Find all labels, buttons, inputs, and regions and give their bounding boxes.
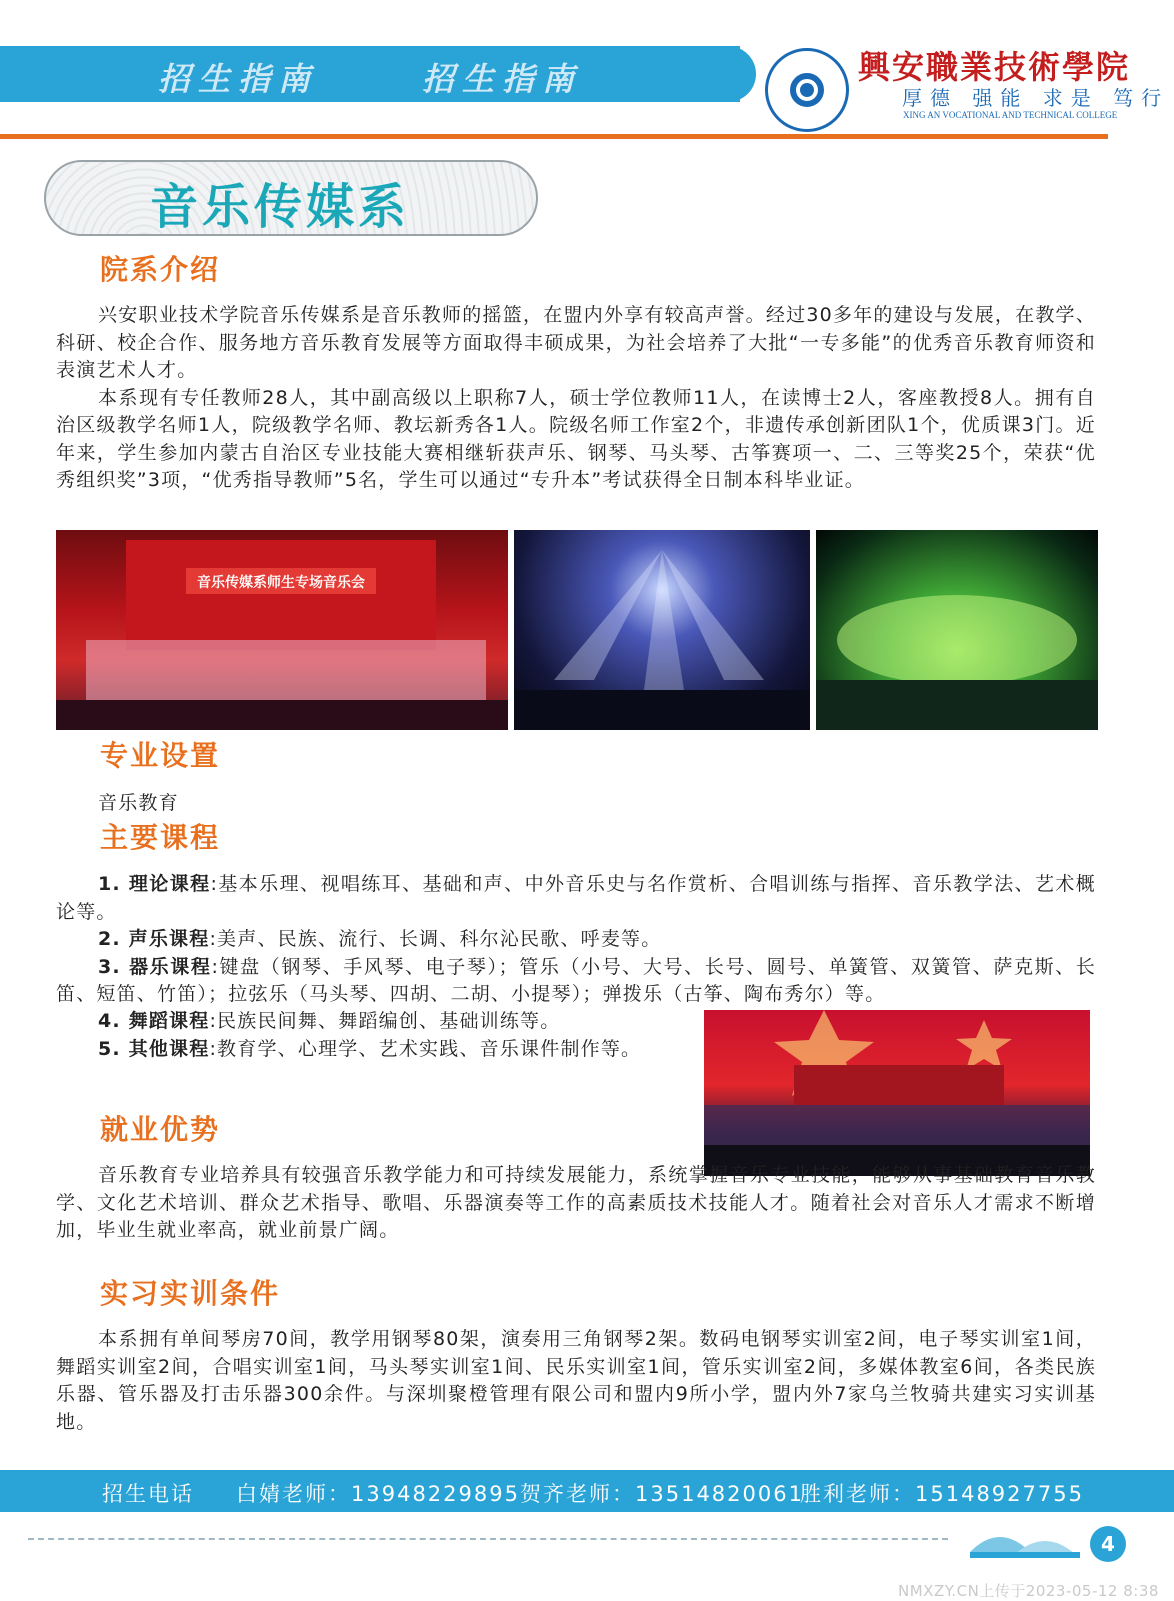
concert-group-photo bbox=[56, 530, 508, 730]
choir-performance-photo bbox=[704, 1010, 1090, 1176]
course-label: 3. 器乐课程 bbox=[98, 955, 212, 978]
header-banner-text-1: 招生指南 bbox=[158, 60, 319, 98]
course-text: :美声、民族、流行、长调、科尔沁民歌、呼麦等。 bbox=[209, 928, 662, 950]
training-text bbox=[56, 1326, 1096, 1436]
majors-heading: 专业设置 bbox=[100, 739, 221, 772]
intro-heading: 院系介绍 bbox=[100, 253, 221, 286]
college-name-cn: 興安職業技術學院 bbox=[858, 48, 1131, 86]
concert-banner-text: 音乐传媒系师生专场音乐会 bbox=[197, 575, 365, 591]
stage-lights-photo bbox=[514, 530, 810, 730]
stage-lights-illustration bbox=[514, 530, 810, 730]
choir-performance-illustration bbox=[704, 1010, 1090, 1176]
header-banner-text-2: 招生指南 bbox=[422, 60, 583, 98]
course-text: :键盘（钢琴、手风琴、电子琴）；管乐（小号、大号、长号、圆号、单簧管、双簧管、萨克斯、长笛、短笛、竹笛）；拉弦乐（马头琴、四胡、二胡、小提琴）；弹拨乐（古筝、陶布秀尔）等。 bbox=[56, 955, 1096, 1005]
employment-heading: 就业优势 bbox=[100, 1113, 221, 1146]
course-item bbox=[56, 954, 1096, 1009]
footer-contact: 白婧老师：13948229895 bbox=[236, 1482, 520, 1506]
employment-paragraph: 音乐教育专业培养具有较强音乐教学能力和可持续发展能力，系统掌握音乐专业技能，能够从事基础教育音乐教学、文化艺术培训、群众艺术指导、歌唱、乐器演奏等工作的高素质技术技能人才。随着社会对音乐人才需求不断增加，毕业生就业率高，就业前景广阔。 bbox=[56, 1164, 1096, 1241]
course-item bbox=[56, 1008, 696, 1036]
course-text: :基本乐理、视唱练耳、基础和声、中外音乐史与名作赏析、合唱训练与指挥、音乐教学法、艺术概论等。 bbox=[56, 873, 1096, 923]
header-divider bbox=[0, 134, 1108, 139]
course-item bbox=[56, 926, 1096, 954]
footer-contact: 胜利老师：15148927755 bbox=[800, 1482, 1084, 1506]
header-banner bbox=[0, 46, 740, 102]
course-label: 5. 其他课程 bbox=[98, 1037, 210, 1060]
college-motto: 厚德 强能 求是 笃行 bbox=[902, 86, 1170, 110]
college-name-en: XING AN VOCATIONAL AND TECHNICAL COLLEGE bbox=[903, 110, 1118, 120]
performers-row bbox=[86, 640, 486, 700]
course-text: :民族民间舞、舞蹈编创、基础训练等。 bbox=[209, 1010, 561, 1032]
courses-heading: 主要课程 bbox=[100, 821, 221, 854]
course-item bbox=[56, 1036, 696, 1064]
intro-paragraph-1: 兴安职业技术学院音乐传媒系是音乐教师的摇篮，在盟内外享有较高声誉。经过30多年的建设与发展，在教学、科研、校企合作、服务地方音乐教育发展等方面取得丰硕成果，为社会培养了大批“一专多能”的优秀音乐教育师资和表演艺术人才。 bbox=[56, 304, 1096, 381]
courses-list-continued bbox=[56, 1008, 696, 1063]
college-logo-dot bbox=[800, 83, 814, 97]
upload-watermark: NMXZY.CN上传于2023-05-12 8:38 bbox=[898, 1582, 1159, 1600]
training-heading: 实习实训条件 bbox=[100, 1277, 281, 1310]
concert-group-illustration bbox=[56, 530, 508, 730]
dance-performance-illustration bbox=[816, 530, 1098, 730]
course-label: 2. 声乐课程 bbox=[98, 928, 210, 950]
header-banner-cap bbox=[700, 46, 756, 102]
stage-backdrop bbox=[126, 540, 436, 650]
yurt-icon bbox=[960, 1508, 1090, 1562]
footer-contact: 贺齐老师：13514820061 bbox=[520, 1482, 804, 1506]
course-label: 1. 理论课程 bbox=[98, 873, 211, 895]
courses-list bbox=[56, 871, 1096, 1009]
footer-label: 招生电话 bbox=[102, 1482, 194, 1506]
dance-performance-photo bbox=[816, 530, 1098, 730]
course-label: 4. 舞蹈课程 bbox=[98, 1010, 210, 1032]
stage-floor bbox=[56, 700, 508, 730]
intro-text bbox=[56, 302, 1096, 495]
course-item bbox=[56, 871, 1096, 926]
page-number-badge: 4 bbox=[1090, 1526, 1126, 1562]
course-text: :教育学、心理学、艺术实践、音乐课件制作等。 bbox=[209, 1037, 642, 1060]
employment-text bbox=[56, 1162, 1096, 1245]
major-item: 音乐教育 bbox=[98, 792, 179, 814]
training-paragraph: 本系拥有单间琴房70间，教学用钢琴80架，演奏用三角钢琴2架。数码电钢琴实训室2间，电子琴实训室1间，舞蹈实训室2间，合唱实训室1间，马头琴实训室1间、民乐实训室1间，管乐实训室2间，多媒体教室6间，各类民族乐器、管乐器及打击乐器300余件。与深圳聚橙管理有限公司和盟内9所小学，盟内外7家乌兰牧骑共建实习实训基地。 bbox=[56, 1328, 1096, 1433]
department-title: 音乐传媒系 bbox=[150, 179, 411, 235]
intro-paragraph-2: 本系现有专任教师28人，其中副高级以上职称7人，硕士学位教师11人，在读博士2人，客座教授8人。拥有自治区级教学名师1人，院级教学名师、教坛新秀各1人。院级名师工作室2个，非遗传承创新团队1个，优质课3门。近年来，学生参加内蒙古自治区专业技能大赛相继斩获声乐、钢琴、马头琴、古筝赛项一、二、三等奖25个，荣获“优秀组织奖”3项，“优秀指导教师”5名，学生可以通过“专升本”考试获得全日制本科毕业证。 bbox=[56, 386, 1096, 491]
footer-dashed-divider bbox=[28, 1538, 948, 1540]
